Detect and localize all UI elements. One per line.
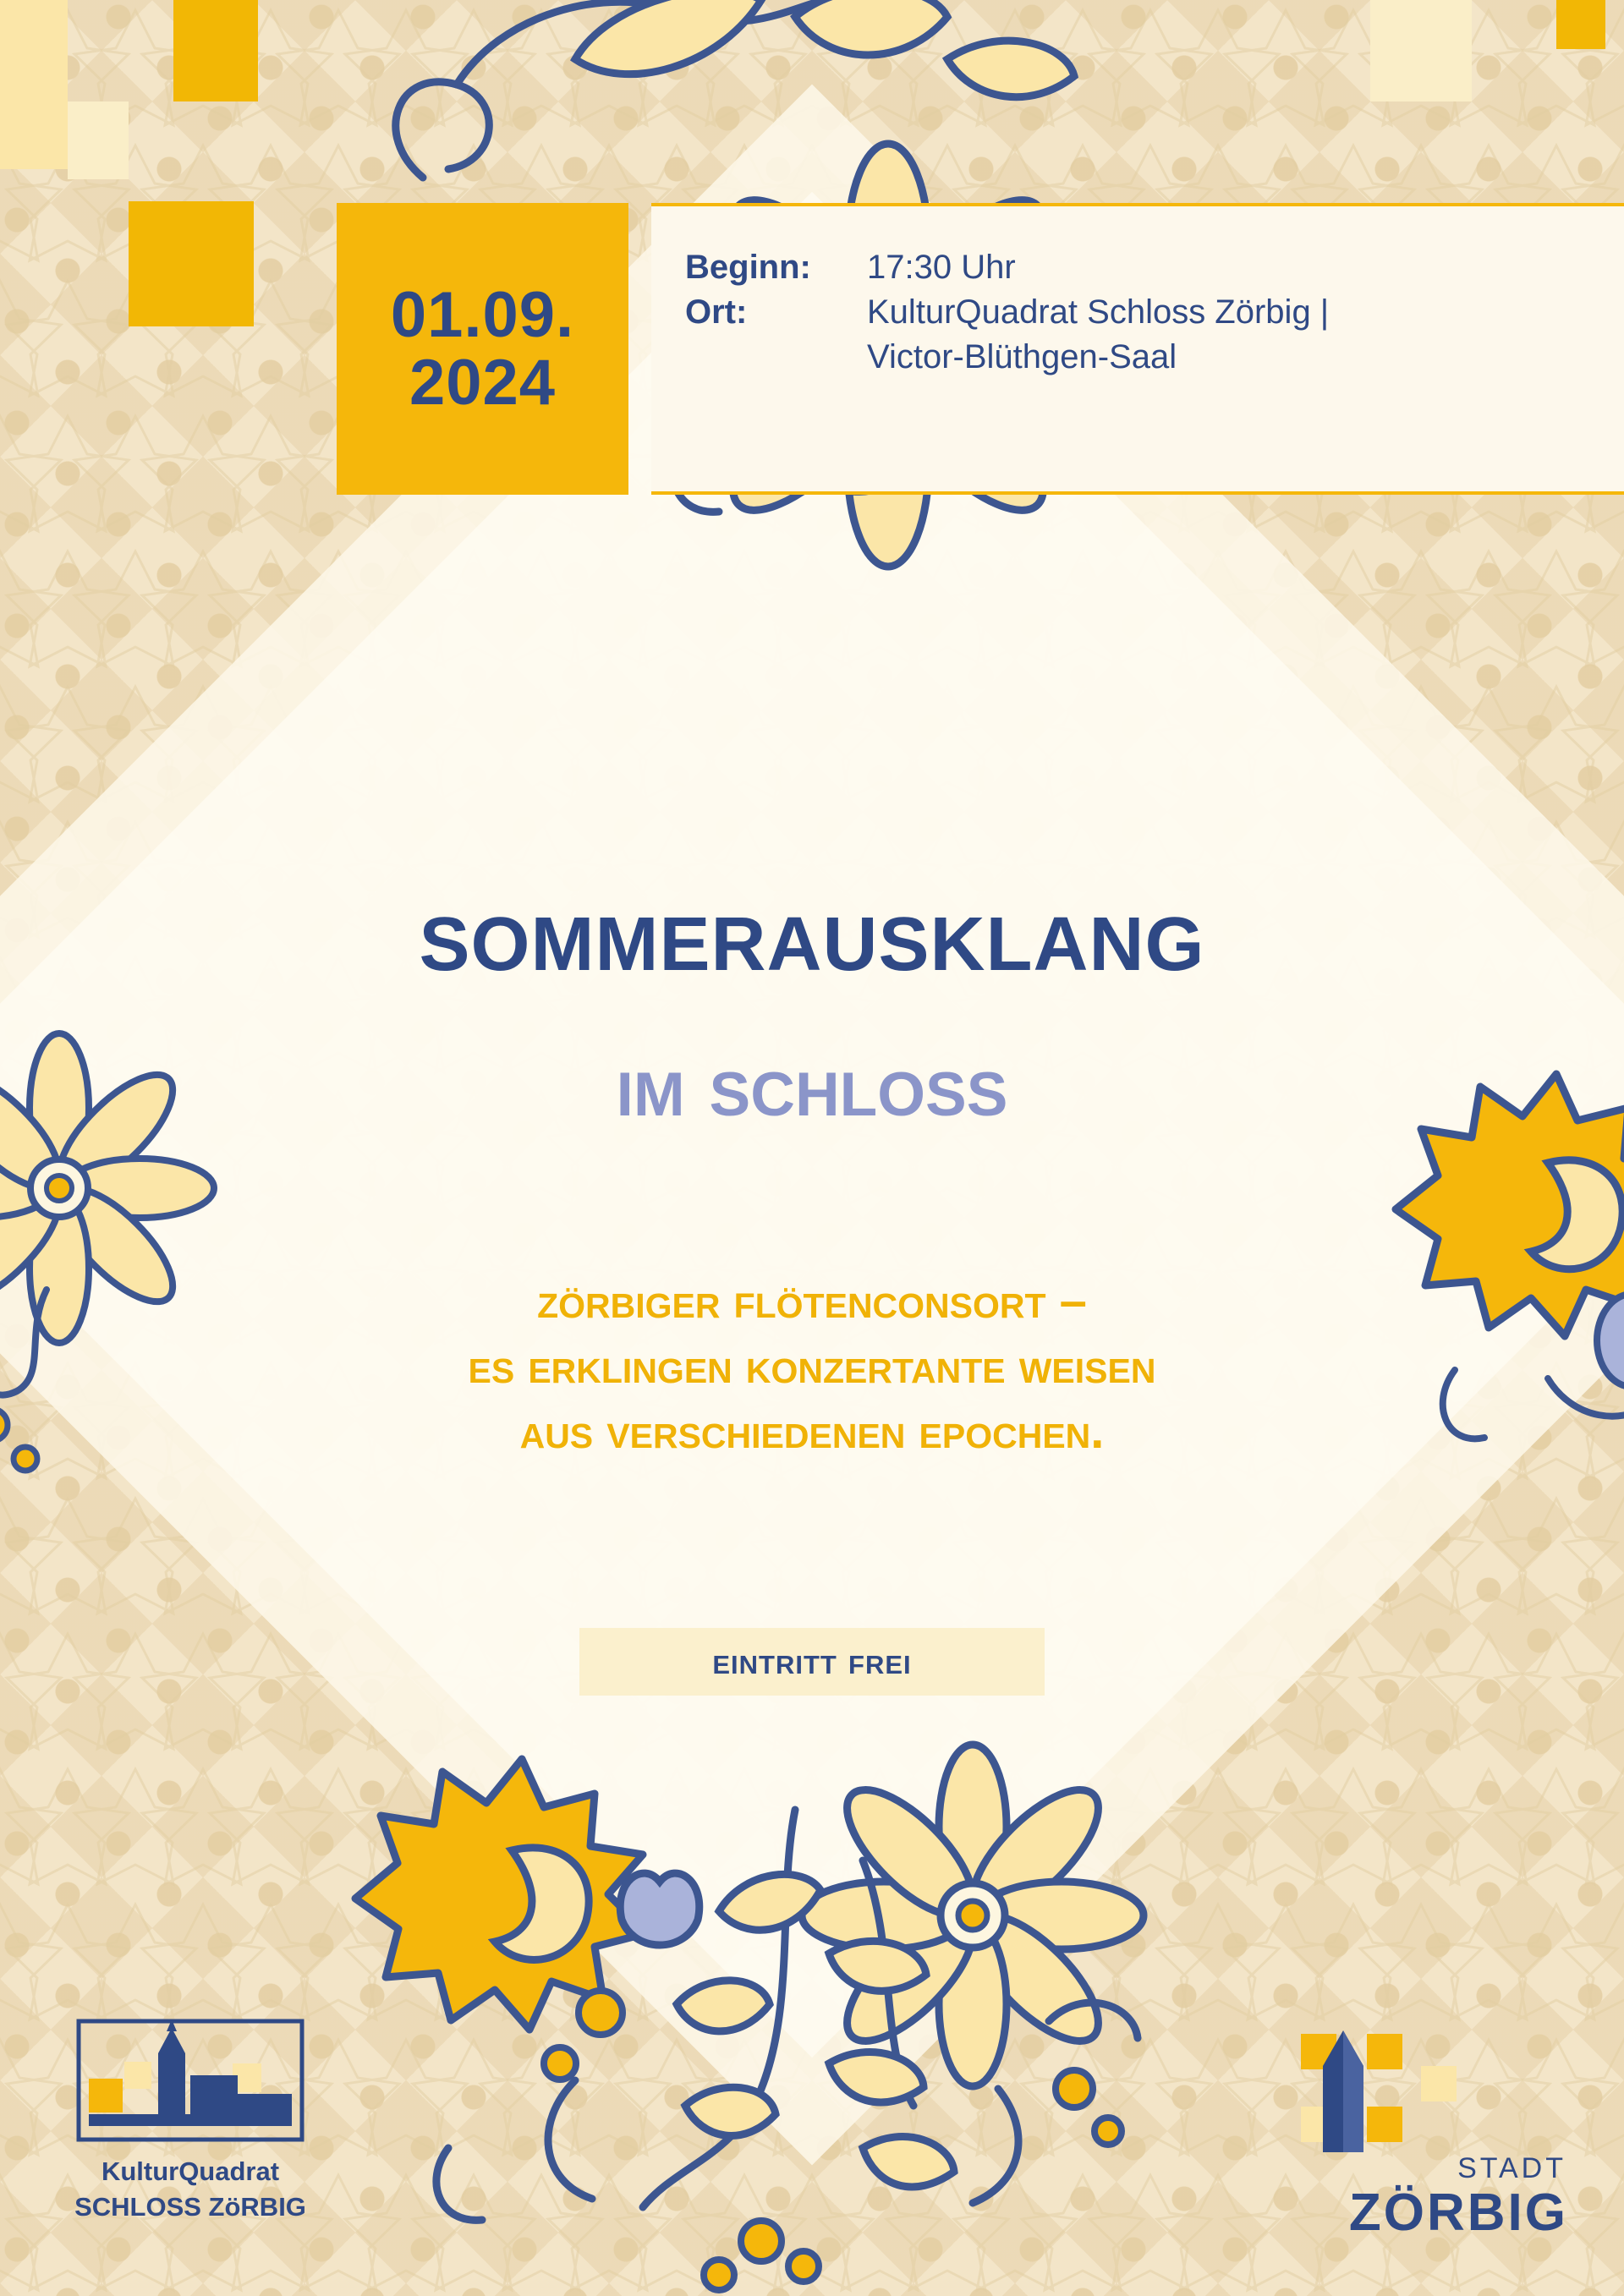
zoerbig-tower-icon <box>1292 2025 1572 2161</box>
kulturquadrat-logo-name: KulturQuadrat <box>101 2156 280 2186</box>
kulturquadrat-logo <box>63 2013 317 2223</box>
decor-square <box>0 0 68 169</box>
decor-square <box>1556 0 1605 49</box>
description-line-3: aus verschiedenen epochen. <box>519 1404 1105 1460</box>
castle-icon <box>63 2013 317 2148</box>
poster-description <box>0 1269 1624 1464</box>
event-date-day: 01.09. <box>390 278 575 351</box>
event-start-label: Beginn: <box>685 249 811 286</box>
decor-square <box>68 101 129 179</box>
kulturquadrat-logo-subtitle: SCHLOSS ZöRBIG <box>74 2191 306 2222</box>
decor-square <box>1370 0 1472 101</box>
event-date-year: 2024 <box>409 346 557 419</box>
description-line-1: zörbiger flötenconsort – <box>537 1274 1087 1329</box>
event-start-row <box>685 245 1624 290</box>
event-info-box <box>651 203 1624 495</box>
event-location-label: Ort: <box>685 293 748 332</box>
event-start-value: 17:30 Uhr <box>867 249 1016 286</box>
zoerbig-label: ZÖRBIG <box>1348 2184 1568 2242</box>
event-location-line1: KulturQuadrat Schloss Zörbig | <box>867 293 1330 332</box>
decor-square <box>173 0 258 101</box>
description-line-2: es erklingen konzertante weisen <box>468 1339 1156 1395</box>
decor-square <box>129 201 254 326</box>
event-location-value <box>867 290 1329 380</box>
admission-badge: eintritt frei <box>579 1628 1045 1696</box>
stadt-zoerbig-logo <box>1292 2025 1572 2262</box>
event-date-badge <box>337 203 628 495</box>
poster-title: sommerausklang <box>419 873 1205 994</box>
bottom-floral-decoration <box>321 1725 1336 2296</box>
event-location-row <box>685 290 1624 380</box>
stadt-label: STADT <box>1457 2152 1566 2184</box>
event-location-line2: Victor-Blüthgen-Saal <box>867 338 1177 376</box>
poster-subtitle: im schloss <box>616 1037 1008 1135</box>
